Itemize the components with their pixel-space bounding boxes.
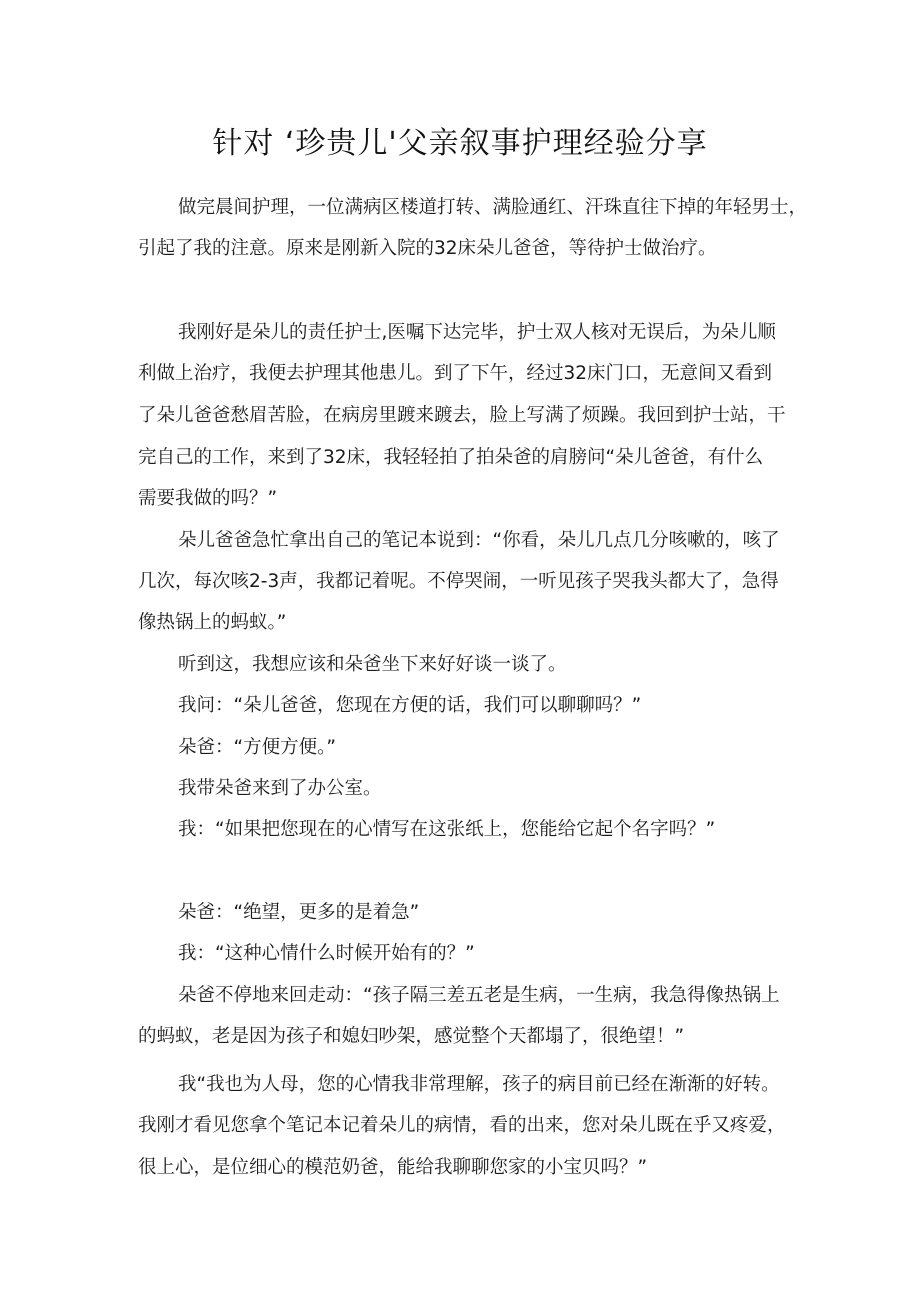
paragraph-line: 我问：“朵儿爸爸，您现在方便的话，我们可以聊聊吗？” bbox=[178, 695, 642, 716]
paragraph-line: 像热锅上的蚂蚁。” bbox=[138, 612, 287, 633]
paragraph-line: 了朵儿爸爸愁眉苦脸，在病房里踱来踱去，脸上写满了烦躁。我回到护士站，干 bbox=[138, 405, 786, 426]
paragraph-line: 听到这，我想应该和朵爸坐下来好好谈一谈了。 bbox=[178, 654, 567, 675]
paragraph-line: 我带朵爸来到了办公室。 bbox=[178, 778, 382, 799]
paragraph-line: 引起了我的注意。原来是刚新入院的32床朵儿爸爸，等待护士做治疗。 bbox=[138, 238, 717, 259]
paragraph-line: 朵爸：“绝望，更多的是着急” bbox=[178, 902, 420, 923]
paragraph-line: 朵爸不停地来回走动：“孩子隔三差五老是生病，一生病，我急得像热锅上 bbox=[178, 985, 780, 1006]
paragraph-line: 需要我做的吗？” bbox=[138, 488, 278, 509]
paragraph-line: 我：“这种心情什么时候开始有的？” bbox=[178, 943, 475, 964]
paragraph-line: 做完晨间护理，一位满病区楼道打转、满脸通红、汗珠直往下掉的年轻男士， bbox=[178, 197, 808, 218]
paragraph-line: 我：“如果把您现在的心情写在这张纸上，您能给它起个名字吗？” bbox=[178, 819, 716, 840]
paragraph-line: 我刚才看见您拿个笔记本记着朵儿的病情，看的出来，您对朵儿既在乎又疼爱， bbox=[138, 1115, 786, 1136]
document-title: 针对 ‘珍贵儿'父亲叙事护理经验分享 bbox=[212, 126, 708, 161]
paragraph-line: 几次，每次咳2-3声，我都记着呢。不停哭闹，一听见孩子哭我头都大了，急得 bbox=[138, 571, 779, 592]
paragraph-line: 的蚂蚁，老是因为孩子和媳妇吵架，感觉整个天都塌了，很绝望！” bbox=[138, 1026, 685, 1047]
paragraph-line: 利做上治疗，我便去护理其他患儿。到了下午，经过32床门口，无意间又看到 bbox=[138, 363, 773, 384]
paragraph-line: 很上心，是位细心的模范奶爸，能给我聊聊您家的小宝贝吗？” bbox=[138, 1157, 648, 1178]
paragraph-line: 完自己的工作，来到了32床，我轻轻拍了拍朵爸的肩膀问“朵儿爸爸，有什么 bbox=[138, 447, 764, 468]
paragraph-line: 我“我也为人母，您的心情我非常理解，孩子的病目前已经在渐渐的好转。 bbox=[178, 1074, 780, 1095]
paragraph-line: 朵爸：“方便方便。” bbox=[178, 737, 336, 758]
paragraph-line: 我刚好是朵儿的责任护士,医嘱下达完毕，护士双人核对无误后，为朵儿顺 bbox=[178, 322, 776, 343]
paragraph-line: 朵儿爸爸急忙拿出自己的笔记本说到：“你看，朵儿几点几分咳嗽的，咳了 bbox=[178, 530, 780, 551]
